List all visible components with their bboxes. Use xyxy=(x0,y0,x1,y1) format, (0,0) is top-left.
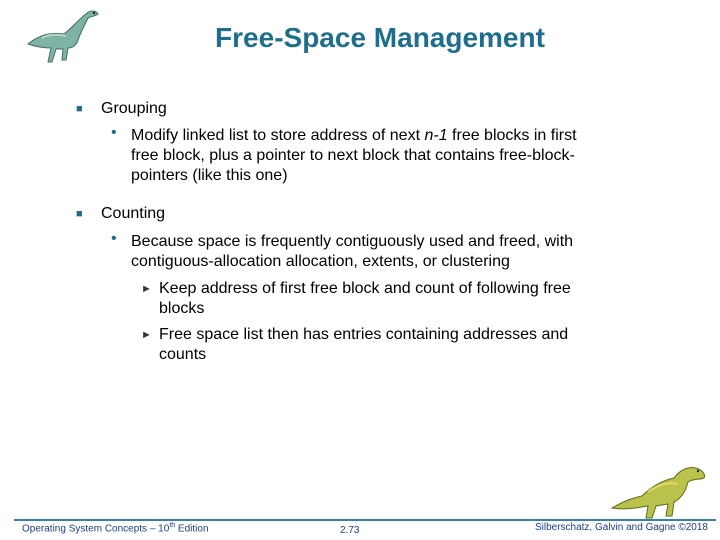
slide-title: Free-Space Management xyxy=(215,22,545,53)
grouping-description: Modify linked list to store address of next n-1 free blocks in first free block, plus a pointer to next block that contains free-block- pointers (like this one) xyxy=(131,127,577,184)
dot-bullet-icon: • xyxy=(111,230,117,247)
footer-page-number: 2.73 xyxy=(340,525,360,536)
dot-bullet-icon: • xyxy=(111,124,117,141)
counting-item: Keep address of first free block and count of following free blocks xyxy=(159,280,571,317)
triangle-bullet-icon: ► xyxy=(141,329,152,341)
bullet-counting: Counting xyxy=(101,205,166,222)
dinosaur-logo-bottom xyxy=(608,462,714,520)
square-bullet-icon: ■ xyxy=(76,208,83,220)
counting-item: Free space list then has entries containing addresses and counts xyxy=(159,326,569,363)
bullet-grouping: Grouping xyxy=(101,100,167,117)
footer-copyright: Silberschatz, Galvin and Gagne ©2018 xyxy=(534,522,708,533)
footer-divider xyxy=(14,519,716,521)
footer-course: Operating System Concepts – 10th Edition xyxy=(22,522,209,535)
triangle-bullet-icon: ► xyxy=(141,283,152,295)
square-bullet-icon: ■ xyxy=(76,103,83,115)
counting-description: Because space is frequently contiguously used and freed, with contiguous-allocation allocation, extents, or clustering xyxy=(131,233,574,270)
